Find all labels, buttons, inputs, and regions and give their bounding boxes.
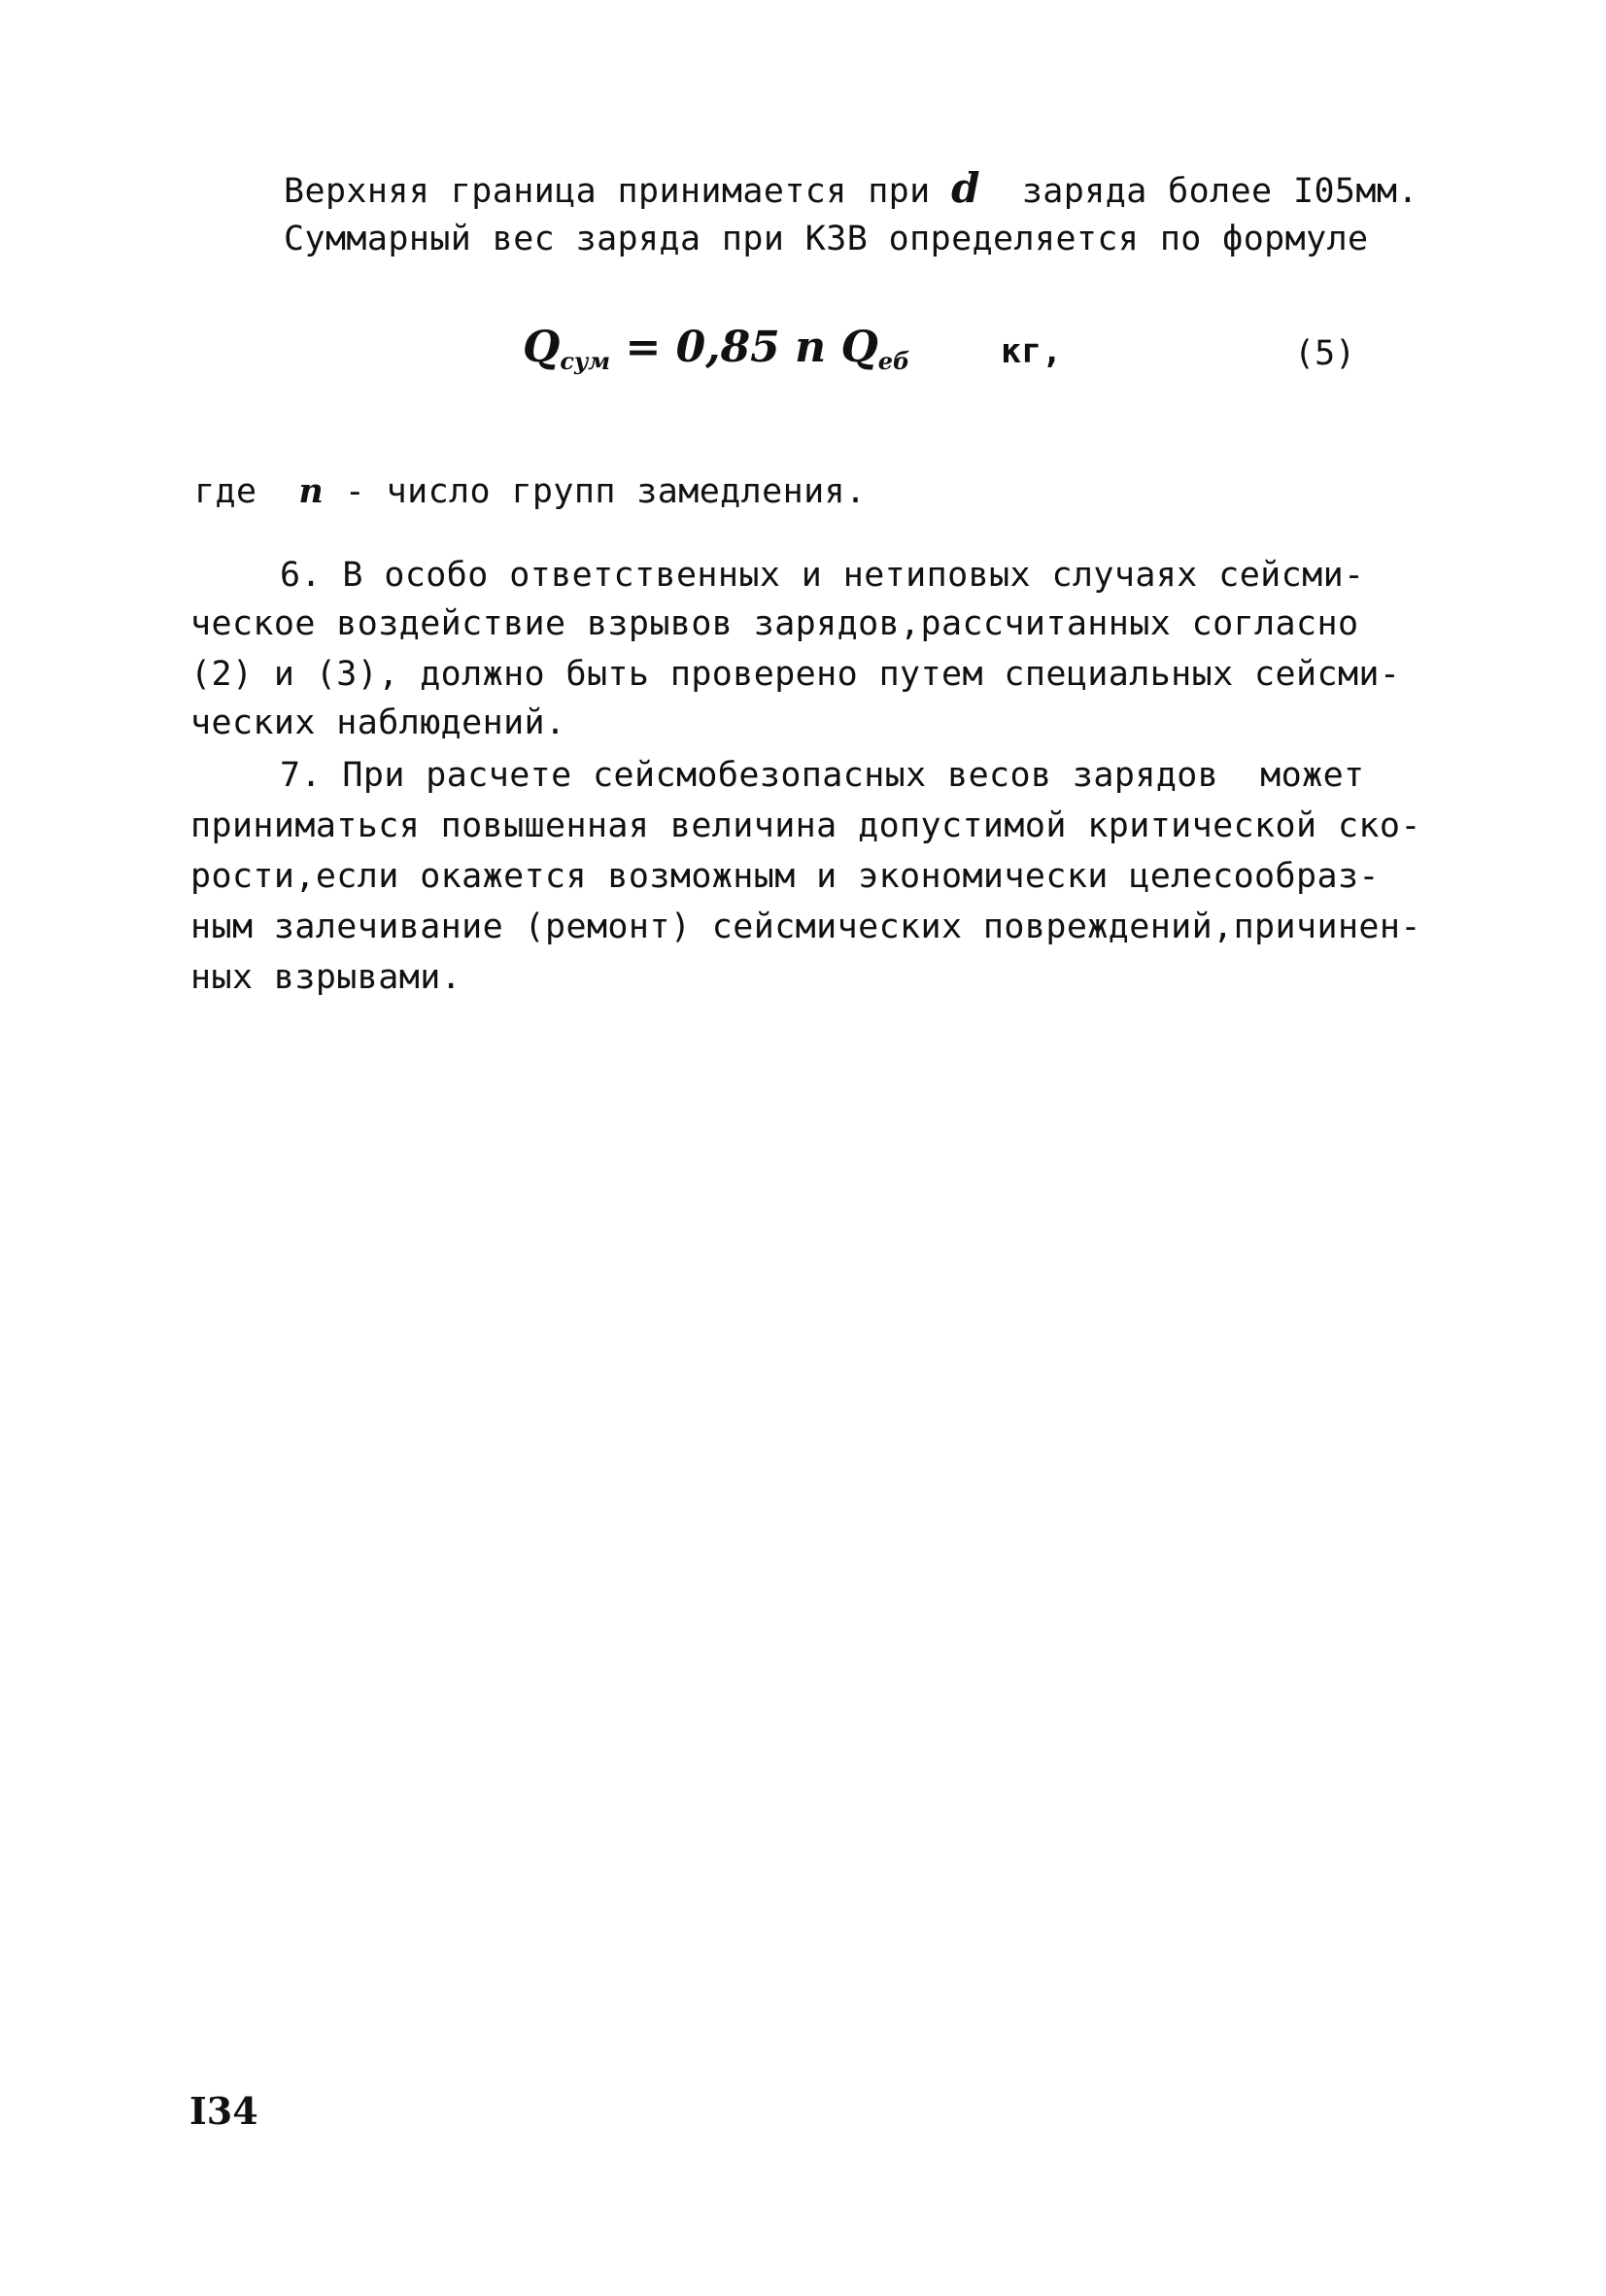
text-segment: где bbox=[194, 472, 299, 511]
paragraph-6-line: 6. В особо ответственных и нетиповых случаях сейсми- bbox=[280, 556, 1365, 595]
formula-coefficient: = 0,85 bbox=[610, 323, 796, 372]
formula-unit: кг, bbox=[1001, 332, 1063, 371]
page-number: I34 bbox=[189, 2089, 258, 2133]
paragraph-6-line: ческих наблюдений. bbox=[190, 703, 566, 742]
paragraph-7-line: ным залечивание (ремонт) сейсмических повреждений,причинен- bbox=[190, 908, 1421, 946]
where-line bbox=[194, 470, 867, 513]
equation-number: (5) bbox=[1294, 334, 1356, 373]
formula-lhs: Q bbox=[523, 323, 561, 372]
text-segment: - число групп замедления. bbox=[324, 472, 867, 511]
formula bbox=[523, 323, 1063, 381]
n-symbol: n bbox=[298, 471, 325, 511]
paragraph-7-line: приниматься повышенная величина допустимой критической ско- bbox=[190, 806, 1421, 845]
formula-q: Q bbox=[826, 323, 878, 372]
formula-q-subscript: eб bbox=[877, 347, 910, 375]
diameter-symbol: d bbox=[951, 164, 980, 212]
paragraph-7-line: ных взрывами. bbox=[190, 958, 462, 997]
paragraph-line bbox=[284, 164, 1418, 213]
paragraph-7-line: 7. При расчете сейсмобезопасных весов зарядов может bbox=[280, 756, 1365, 795]
formula-lhs-subscript: сум bbox=[560, 347, 611, 375]
paragraph-line: Суммарный вес заряда при КЗВ определяется по формуле bbox=[284, 220, 1369, 258]
text-segment: заряда более I05мм. bbox=[979, 172, 1418, 211]
formula-n: n bbox=[795, 323, 827, 372]
paragraph-7-line: рости,если окажется возможным и экономически целесообраз- bbox=[190, 857, 1380, 896]
paragraph-6-line: ческое воздействие взрывов зарядов,рассчитанных согласно bbox=[190, 604, 1359, 643]
text-segment: Верхняя граница принимается при bbox=[284, 172, 952, 211]
paragraph-6-line: (2) и (3), должно быть проверено путем специальных сейсми- bbox=[190, 655, 1401, 694]
